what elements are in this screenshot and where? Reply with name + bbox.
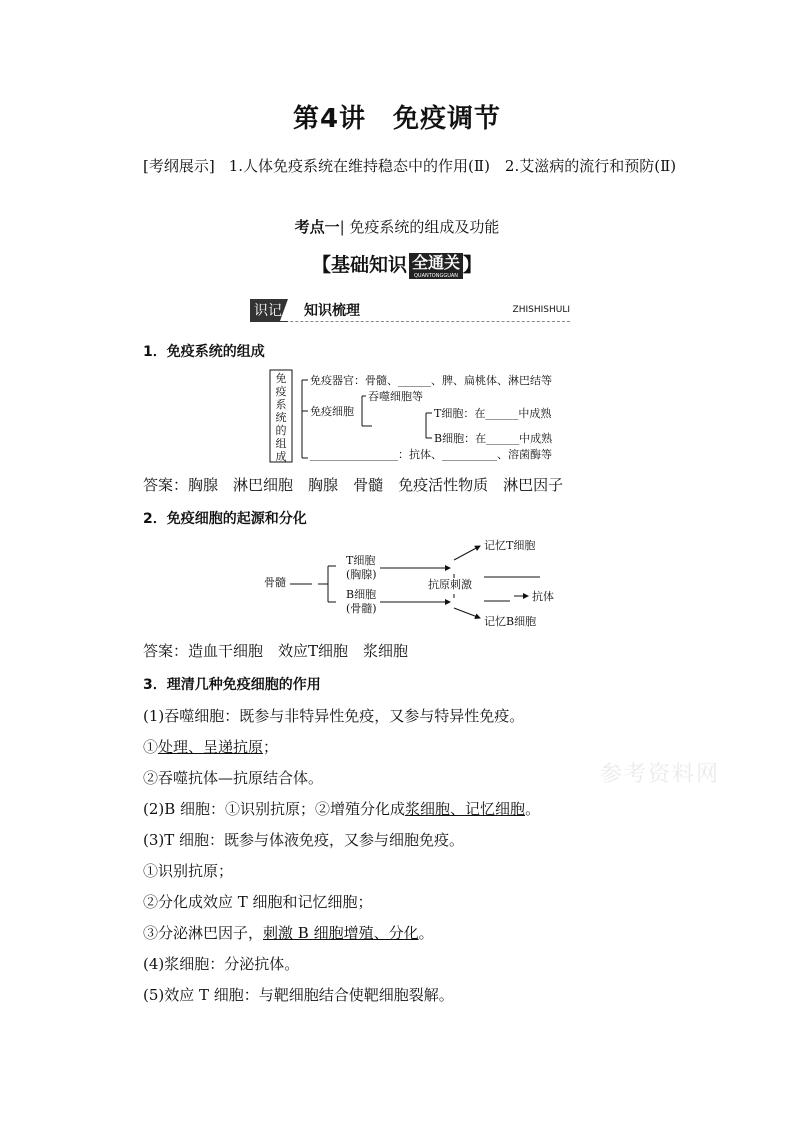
answer-value: 浆细胞 [363,642,409,660]
line-part: ； [263,738,279,756]
banner-bracket-right: 】 [463,254,483,276]
answer-value: 胸腺 [188,476,219,494]
item1-heading: 1．免疫系统的组成 [143,344,265,360]
section-header [250,299,570,322]
answer-label: 答案： [143,476,189,494]
banner-box-text: 全通关 [412,252,461,272]
topic-text: 免疫系统的组成及功能 [349,218,500,236]
b-origin-node: (骨髓) [346,602,377,615]
cell-origin-diagram [262,536,572,630]
item1-answer [143,474,563,495]
b-cell-node: B细胞：在______中成熟 [434,432,553,445]
section-banner [0,250,794,279]
line-part: (2)B 细胞：①识别抗原；②增殖分化成 [143,800,406,818]
line-part: 。 [418,924,434,942]
root-char: 成 [275,450,287,463]
line-part: ① [143,738,159,756]
t-cell-node: T细胞 [346,554,376,567]
bone-node: 骨髓 [264,576,286,589]
stimulus-node: 抗原刺激 [428,578,472,591]
banner-text: 基础知识 [330,254,407,276]
root-char: 组 [275,437,287,450]
memory-t-arrow [454,546,480,560]
item2-heading: 2．免疫细胞的起源和分化 [143,511,307,527]
organs-node: 免疫器官：骨髓、______、脾、扁桃体、淋巴结等 [310,374,552,387]
section-badge: 识记 [250,299,288,322]
item3-line: (1)吞噬细胞：既参与非特异性免疫，又参与特异性免疫。 [143,707,525,725]
answer-value: 淋巴因子 [503,476,564,494]
b-cell-node: B细胞 [346,588,377,601]
item3-line [143,922,434,943]
banner-box [409,253,463,279]
topic-prefix: 考点一 [294,218,340,236]
item3-line: (5)效应 T 细胞：与靶细胞结合使靶细胞裂解。 [143,986,454,1004]
item3-line [143,736,278,757]
underlined-text: 处理、呈递抗原 [158,738,264,756]
substances-node: ________________：抗体、__________、溶菌酶等 [310,448,552,461]
item3-line: (4)浆细胞：分泌抗体。 [143,955,300,973]
underlined-text: 刺激 B 细胞增殖、分化 [263,924,419,942]
banner-bracket-left: 【 [311,254,331,276]
item3-line [143,798,540,819]
memory-b-node: 记忆B细胞 [484,615,537,628]
t-origin-node: (胸腺) [346,568,377,581]
cells-node: 免疫细胞 [310,405,354,418]
brace-lines [318,566,336,602]
answer-value: 骨髓 [353,476,384,494]
root-char: 统 [275,411,287,424]
topic-heading [0,216,794,237]
item3-heading: 3．理清几种免疫细胞的作用 [143,677,321,693]
section-code: ZHISHISHULI [512,305,570,315]
item3-line: ②分化成效应 T 细胞和记忆细胞； [143,893,373,911]
section-label: 知识梳理 [304,303,360,319]
immune-system-diagram [262,366,562,466]
root-char: 系 [275,398,287,411]
memory-b-arrow [454,608,480,618]
memory-t-node: 记忆T细胞 [484,539,536,552]
topic-sep: | [339,218,345,236]
answer-value: 淋巴细胞 [233,476,294,494]
antibody-node: 抗体 [532,590,554,603]
line-part: ③分泌淋巴因子， [143,924,264,942]
page-title: 第4讲 免疫调节 [292,104,502,134]
t-cell-node: T细胞：在______中成熟 [434,407,552,420]
answer-value: 造血干细胞 [188,642,264,660]
syllabus-outline [143,152,703,180]
line-part: 。 [525,800,541,818]
root-label [276,371,287,463]
item3-line: (3)T 细胞：既参与体液免疫，又参与细胞免疫。 [143,831,465,849]
answer-value: 效应T细胞 [278,642,349,660]
watermark: 参考资料网 [600,762,721,787]
item3-line: ①识别抗原； [143,862,234,880]
underlined-text: 浆细胞、记忆细胞 [405,800,526,818]
item3-line: ②吞噬抗体—抗原结合体。 [143,769,324,787]
syllabus-tag: [考纲展示] [143,157,215,175]
phagocyte-node: 吞噬细胞等 [368,390,423,403]
root-char: 的 [275,424,287,437]
answer-label: 答案： [143,642,189,660]
root-char: 疫 [275,385,287,398]
answer-value: 胸腺 [308,476,339,494]
answer-value: 免疫活性物质 [398,476,489,494]
banner-box-pinyin: QUANTONGGUAN [413,272,459,279]
root-char: 免 [275,372,287,385]
item2-answer [143,640,408,661]
syllabus-text: 1.人体免疫系统在维持稳态中的作用(Ⅱ) 2.艾滋病的流行和预防(Ⅱ) [228,157,677,175]
